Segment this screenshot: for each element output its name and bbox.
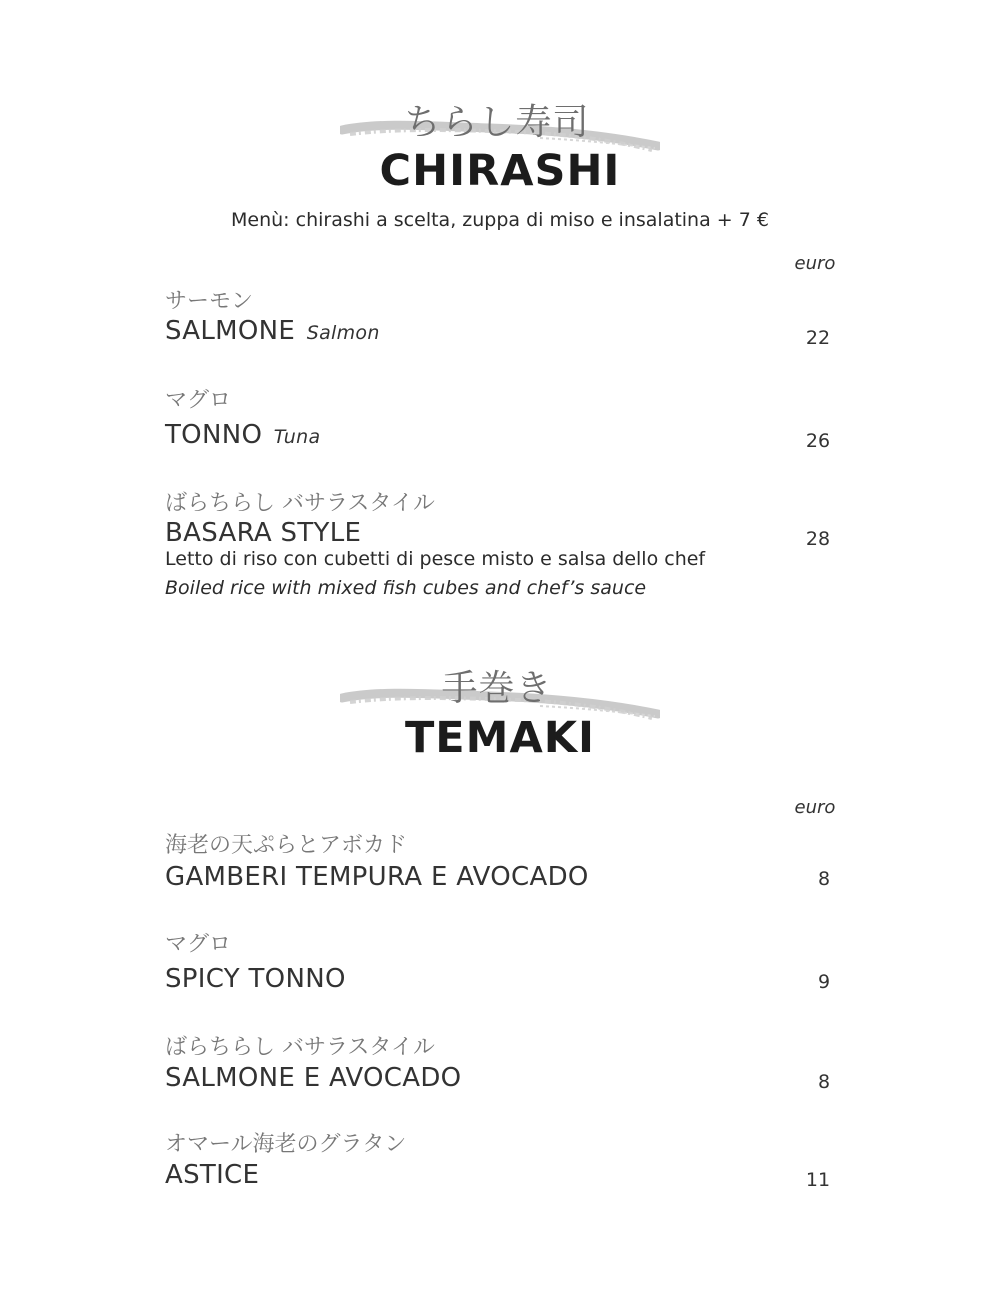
salmone-avocado-price: 8 [817, 1071, 831, 1093]
basara-description-italian: Letto di riso con cubetti di pesce misto e salsa dello chef [165, 548, 706, 570]
spicy-tonno-item-name: SPICY TONNO [165, 964, 346, 994]
gamberi-price: 8 [817, 868, 831, 890]
salmone-italian-name: SALMONE [165, 316, 296, 346]
salmone-english-name: Salmon [306, 322, 380, 344]
astice-item-name: ASTICE [165, 1160, 260, 1190]
astice-price: 11 [805, 1169, 831, 1191]
gamberi-japanese-name: 海老の天ぷらとアボカド [165, 833, 408, 858]
chirashi-japanese-title: ちらし寿司 [404, 102, 590, 143]
salmone-avocado-japanese-name: ばらちらし バサラスタイル [165, 1035, 435, 1060]
temaki-japanese-title: 手巻き [441, 668, 553, 709]
tonno-english-name: Tuna [273, 426, 321, 448]
temaki-title: TEMAKI [404, 713, 596, 763]
temaki-euro-label: euro [794, 797, 836, 818]
chirashi-title: CHIRASHI [379, 146, 621, 196]
salmone-avocado-item-name: SALMONE E AVOCADO [165, 1063, 462, 1093]
tonno-item-name [165, 420, 320, 450]
basara-description-english: Boiled rice with mixed fish cubes and chef’s sauce [165, 577, 647, 599]
basara-japanese-name: ばらちらし バサラスタイル [165, 491, 435, 516]
salmone-item-name [165, 316, 380, 346]
tonno-price: 26 [805, 430, 831, 452]
spicy-tonno-japanese-name: マグロ [165, 932, 232, 957]
tonno-italian-name: TONNO [165, 420, 263, 450]
chirashi-euro-label: euro [794, 253, 836, 274]
salmone-japanese-name: サーモン [165, 289, 254, 314]
salmone-price: 22 [805, 327, 831, 349]
spicy-tonno-price: 9 [817, 971, 831, 993]
basara-item-name: BASARA STYLE [165, 518, 362, 548]
tonno-japanese-name: マグロ [165, 388, 232, 413]
chirashi-menu-note: Menù: chirashi a scelta, zuppa di miso e insalatina + 7 € [231, 209, 769, 231]
gamberi-item-name: GAMBERI TEMPURA E AVOCADO [165, 862, 589, 892]
basara-price: 28 [805, 528, 831, 550]
astice-japanese-name: オマール海老のグラタン [165, 1132, 407, 1157]
